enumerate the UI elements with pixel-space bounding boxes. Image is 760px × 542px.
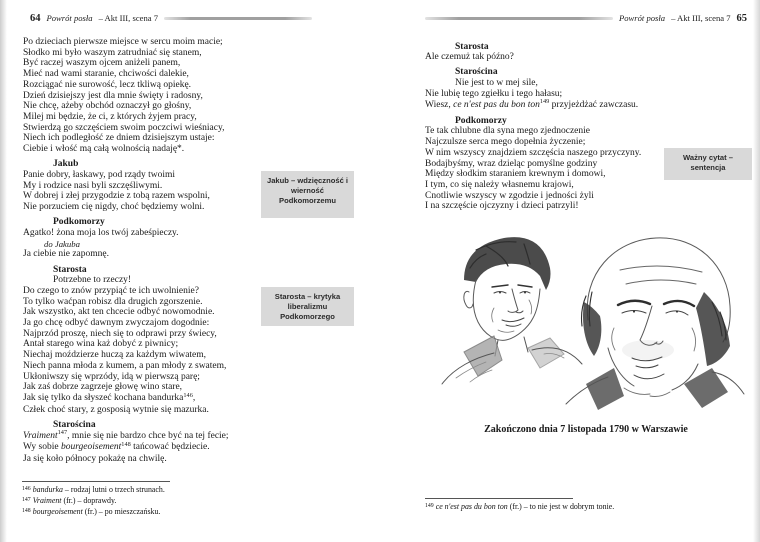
running-title-left-rest: – Akt III, scena 7 <box>98 13 158 23</box>
footnote-line: $^{146}$ bandurka – rodzaj lutni o trzech strunach. <box>22 485 165 494</box>
verse-line: Do czego to znów przypiąć te ich uwolnienie? <box>23 285 199 296</box>
verse-line: Słodko mi było waszym zatrudniać się stanem, <box>23 47 202 58</box>
verse-line: Cnotliwie wszyscy w zgodzie i jedności żyli <box>425 190 594 201</box>
verse-line: Milej mi będzie, że ci, z których żyjem pracy, <box>23 111 197 122</box>
verse-line: Być raczej waszym ojcem aniżeli panem, <box>23 58 181 69</box>
illustration-caption: Zakończono dnia 7 listopada 1790 w Warszawie <box>484 424 688 435</box>
verse-line: Nie porzuciem cię nigdy, choć będziemy wolni. <box>23 202 205 213</box>
verse-line: Jak się tylko da słyszeć kochana bandurka$^{146}$, <box>23 391 196 403</box>
footnote-line: $^{148}$ bourgeoisement (fr.) – po mieszczańsku. <box>22 507 161 517</box>
speaker-heading: Starościna <box>53 419 96 430</box>
speaker-heading: Starosta <box>455 41 489 52</box>
verse-line: Niech ich podległość ze dniem dzisiejszym ustaje: <box>23 133 215 144</box>
speaker-heading: Podkomorzy <box>53 217 105 228</box>
verse-line: Ja się koło północy pokażę na chwilę. <box>23 454 167 465</box>
margin-note-jakub: Jakub – wdzięczność i wierność Podkomorzemu <box>261 171 354 218</box>
page-number-left: 64 <box>30 13 41 24</box>
verse-line: I na szczęście ojczyzny i dzieci patrzyli! <box>425 201 579 212</box>
verse-line: W nim wszyscy znajdziem szczęścia naszego przyczyny. <box>425 147 642 158</box>
running-title-right: Powrót posła <box>619 13 666 23</box>
verse-line: Nie jest to w mej sile, <box>455 78 538 89</box>
speaker-heading: Podkomorzy <box>455 115 507 126</box>
page-number-right: 65 <box>736 13 747 24</box>
verse-line: Człek choć stary, z gosposią wytnie się mazurka. <box>23 404 209 415</box>
page-edge-left <box>0 0 7 542</box>
speaker-heading: Jakub <box>53 159 79 170</box>
verse-line: Ukłoniwszy się wprzódy, idą w pierwszą parę; <box>23 371 200 382</box>
header-rule-right <box>425 17 613 20</box>
footnotes-left-block <box>22 481 252 519</box>
verse-line: Niech panna młoda z kumem, a pan młody z swatem, <box>23 360 227 371</box>
running-title-right-rest: – Akt III, scena 7 <box>671 13 731 23</box>
footnote-line: $^{147}$ Vraiment (fr.) – doprawdy. <box>22 496 117 506</box>
verse-line: Ja ciebie nie zapomnę. <box>23 249 109 260</box>
page-left-footnotes <box>22 485 252 519</box>
page-edge-right <box>753 0 760 542</box>
page-right-content <box>425 37 665 212</box>
verse-line: Bodajbyśmy, wraz dzieląc pomyślne godziny <box>425 158 598 169</box>
verse-line: Ja go chcę odbyć dawnym zwyczajom dogodnie: <box>23 318 210 329</box>
verse-line: Nie chcę, ażeby obchód oznaczył go głośny, <box>23 101 192 112</box>
footnote-line: $^{149}$ ce n'est pas du bon ton (fr.) – to nie jest w dobrym tonie. <box>425 502 615 511</box>
header-left <box>30 13 312 24</box>
verse-line: Te tak chlubne dla syna mego zjednoczenie <box>425 126 590 137</box>
verse-line: Niechaj moździerze huczą za każdym wiwatem, <box>23 350 207 361</box>
verse-line: Ciebie i włość mą całą wolnością nadaję*. <box>23 144 185 155</box>
footnote-separator-left <box>22 481 170 482</box>
verse-line: Najczulsze serca mego dopełnia życzenie; <box>425 137 586 148</box>
verse-line: W dobrej i złej przygodzie z tobą razem wspolni, <box>23 191 210 202</box>
verse-line: Najprzód proszę, niech się to odprawi przy świecy, <box>23 328 217 339</box>
footnote-separator-right <box>425 498 573 499</box>
verse-line: Dzień dzisiejszy jest dla mnie święty i radosny, <box>23 90 203 101</box>
header-right <box>425 13 747 24</box>
verse-line: Antał starego wina każ dobyć z piwnicy; <box>23 339 179 350</box>
verse-line: Wy sobie bourgeoisement$^{148}$ tańcować będziecie. <box>23 441 210 453</box>
verse-line: Rozciągać nie surowość, lecz tkliwą opiekę. <box>23 79 192 90</box>
verse-line: Po dzieciach pierwsze miejsce w sercu moim macie; <box>23 37 223 47</box>
verse-line: I tym, co się należy własnemu krajowi, <box>425 179 574 190</box>
page-left-content <box>23 37 248 465</box>
verse-line: Stwierdzą go szczęściem swoim poczciwi wieśniacy, <box>23 122 225 133</box>
verse-line: Jak wszystko, akt ten chcecie odbyć nowomodnie. <box>23 307 215 318</box>
verse-line: Panie dobry, łaskawy, pod rządy twoimi <box>23 169 176 180</box>
margin-note-wazny-cytat: Ważny cytat – sentencja <box>664 148 752 180</box>
verse-line: Jak zaś dobrze zagrzeje głowę wino stare, <box>23 382 183 393</box>
footnotes-right-block <box>425 498 665 513</box>
verse-line: Potrzebne to rzeczy! <box>53 275 132 286</box>
verse-line: Agatko! żona moja los twój zabeśpieczy. <box>23 227 179 238</box>
two-men-portrait-sketch <box>436 232 746 420</box>
running-title-left: Powrót posła <box>46 13 93 23</box>
verse-line: Ale czemuż tak późno? <box>425 52 514 63</box>
speaker-heading: Starosta <box>53 264 87 275</box>
page-right-footnotes <box>425 502 665 513</box>
verse-line: Nie lubię tego zgiełku i tego hałasu; <box>425 88 563 99</box>
verse-line: Między słodkim staraniem krewnym i domowi, <box>425 169 606 180</box>
verse-line: To tylko waćpan robisz dla drugich zgorszenie. <box>23 296 203 307</box>
header-rule-left <box>164 17 312 20</box>
verse-line: My i rodzice nasi byli szczęśliwymi. <box>23 180 163 191</box>
margin-note-starosta: Starosta – krytyka liberalizmu Podkomorzego <box>261 287 354 326</box>
verse-line: Mieć nad wami staranie, chciwości dalekie, <box>23 69 189 80</box>
speaker-heading: Starościna <box>455 67 498 78</box>
verse-line: Vraiment$^{147}$, mnie się nie bardzo chce być na tej fecie; <box>23 429 229 441</box>
stage-direction: do Jakuba <box>44 238 80 249</box>
verse-line: Wiesz, ce n'est pas du bon ton$^{149}$ przyjeżdżać zawczasu. <box>425 98 639 110</box>
